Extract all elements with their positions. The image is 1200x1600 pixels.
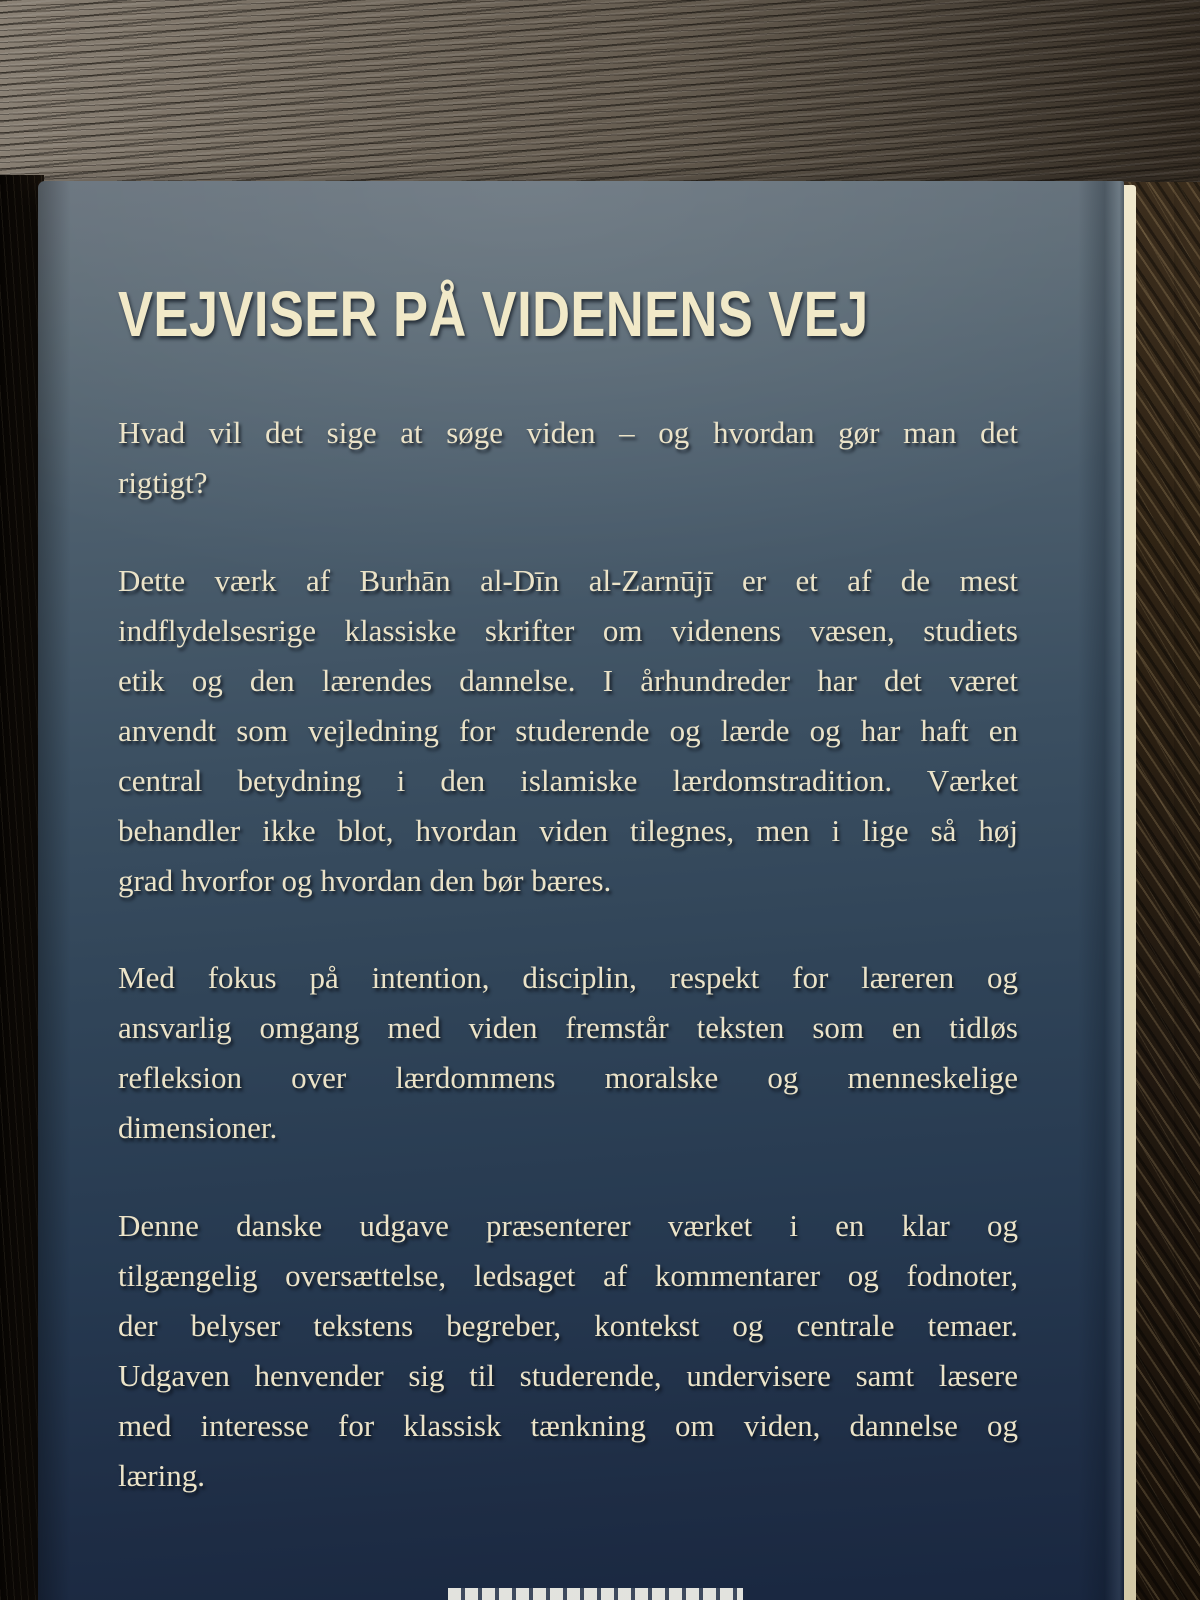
blurb-line: Udgaven henvender sig til studerende, undervisere samt læsere [118, 1358, 1018, 1393]
blurb-line: anvendt som vejledning for studerende og lærde og har haft en [118, 713, 1018, 748]
blurb-line: tilgængelig oversættelse, ledsaget af kommentarer og fodnoter, [118, 1258, 1018, 1293]
blurb-line: Med fokus på intention, disciplin, respekt for læreren og [118, 960, 1018, 995]
blurb-line: rigtigt? [118, 465, 208, 500]
blurb-line: central betydning i den islamiske lærdomstradition. Værket [118, 763, 1018, 798]
back-cover [38, 181, 1124, 1600]
blurb-line: dimensioner. [118, 1110, 278, 1145]
book [38, 181, 1174, 1600]
blurb-line: ansvarlig omgang med viden fremstår teksten som en tidløs [118, 1010, 1018, 1045]
blurb-line: refleksion over lærdommens moralske og menneskelige [118, 1060, 1018, 1095]
blurb-line: indflydelsesrige klassiske skrifter om videnens væsen, studiets [118, 613, 1018, 648]
publisher-imprint-partial [448, 1588, 743, 1600]
blurb-line: med interesse for klassisk tænkning om viden, dannelse og [118, 1408, 1018, 1443]
blurb-line: behandler ikke blot, hvordan viden tilegnes, men i lige så høj [118, 813, 1018, 848]
blurb-line: Hvad vil det sige at søge viden – og hvordan gør man det [118, 415, 1018, 450]
blurb-line: læring. [118, 1458, 205, 1493]
page-block-edge [1124, 185, 1136, 1600]
blurb-line: Denne danske udgave præsenterer værket i en klar og [118, 1208, 1018, 1243]
blurb-paragraph-4 [118, 1201, 1018, 1501]
blurb-line: Dette værk af Burhān al-Dīn al-Zarnūjī er et af de mest [118, 563, 1018, 598]
spine-crease [1078, 181, 1124, 1600]
blurb-paragraph-3 [118, 953, 1018, 1153]
blurb-paragraph-2 [118, 556, 1018, 906]
wood-table-surface-top [0, 0, 1200, 182]
blurb-line: etik og den lærendes dannelse. I århundreder har det været [118, 663, 1018, 698]
blurb-paragraph-1 [118, 408, 1018, 508]
book-title: VEJVISER PÅ VIDENENS VEJ [118, 278, 869, 350]
blurb-line: der belyser tekstens begreber, kontekst og centrale temaer. [118, 1308, 1018, 1343]
blurb-line: grad hvorfor og hvordan den bør bæres. [118, 863, 612, 898]
